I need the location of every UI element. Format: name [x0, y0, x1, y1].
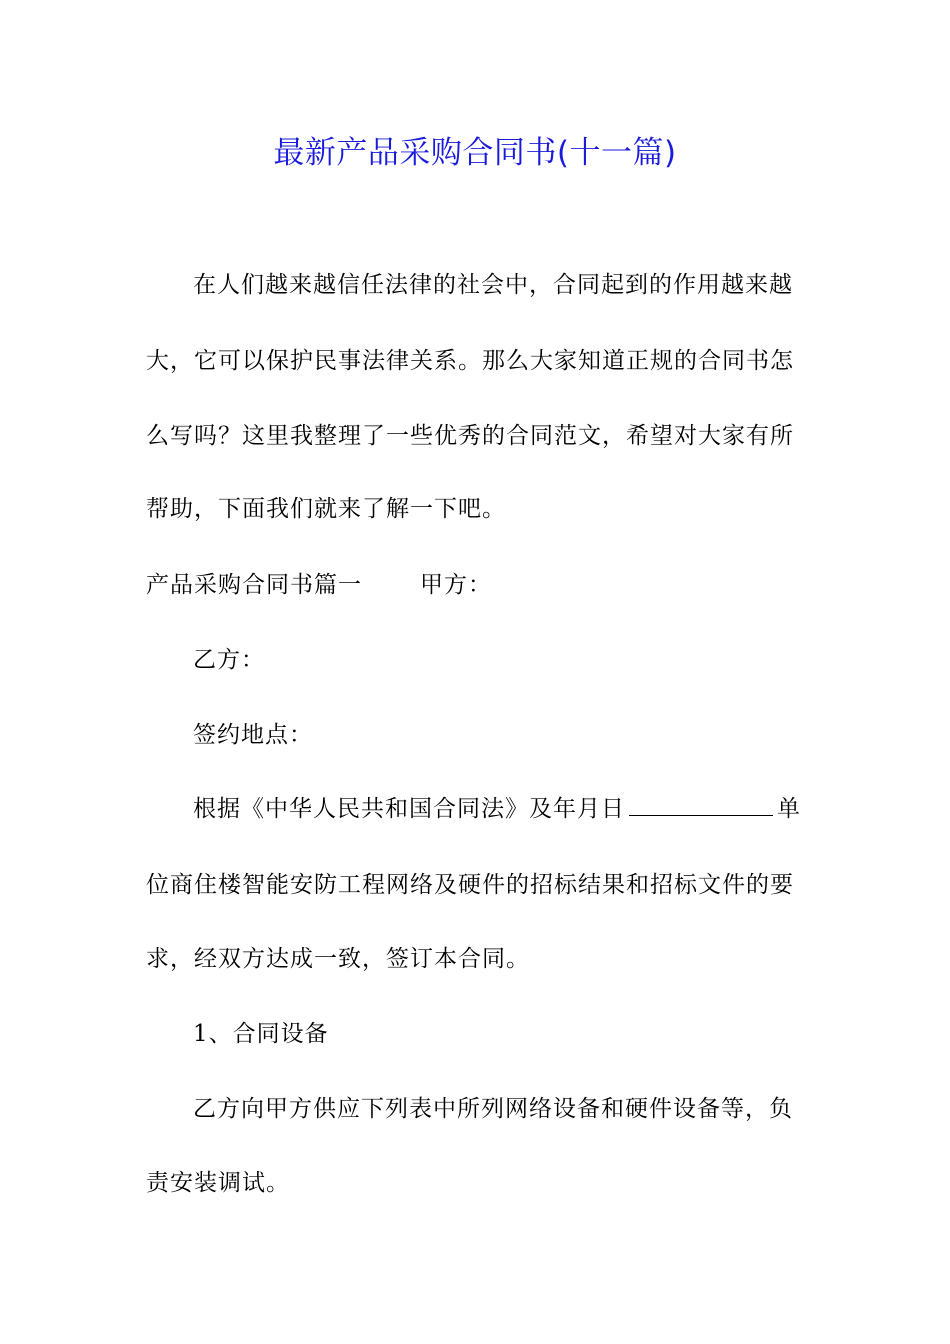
document-title: 最新产品采购合同书(十一篇) — [273, 135, 677, 171]
clause-1-line-2: 责安装调试。 — [146, 1170, 290, 1196]
basis-line-1 — [193, 794, 801, 824]
basis-text: 根据《中华人民共和国合同法》及年月日 — [193, 796, 625, 822]
party-a-label: 甲方： — [420, 572, 492, 598]
basis-text-end: 单 — [777, 796, 801, 822]
signing-place-label: 签约地点： — [193, 722, 313, 748]
blank-underline — [629, 795, 773, 816]
intro-line-1: 在人们越来越信任法律的社会中，合同起到的作用越来越 — [193, 272, 793, 298]
intro-line-2: 大，它可以保护民事法律关系。那么大家知道正规的合同书怎 — [146, 348, 794, 374]
basis-line-2: 位商住楼智能安防工程网络及硬件的招标结果和招标文件的要 — [146, 872, 794, 898]
clause-1-line-1: 乙方向甲方供应下列表中所列网络设备和硬件设备等，负 — [193, 1096, 793, 1122]
party-b-label: 乙方： — [193, 647, 265, 673]
section-heading: 产品采购合同书篇一 — [146, 572, 362, 598]
intro-line-4: 帮助，下面我们就来了解一下吧。 — [146, 496, 506, 522]
intro-line-3: 么写吗？这里我整理了一些优秀的合同范文，希望对大家有所 — [146, 423, 794, 449]
section-heading-line — [146, 570, 492, 600]
basis-line-3: 求，经双方达成一致，签订本合同。 — [146, 946, 530, 972]
clause-1-title: 1、合同设备 — [193, 1021, 329, 1047]
